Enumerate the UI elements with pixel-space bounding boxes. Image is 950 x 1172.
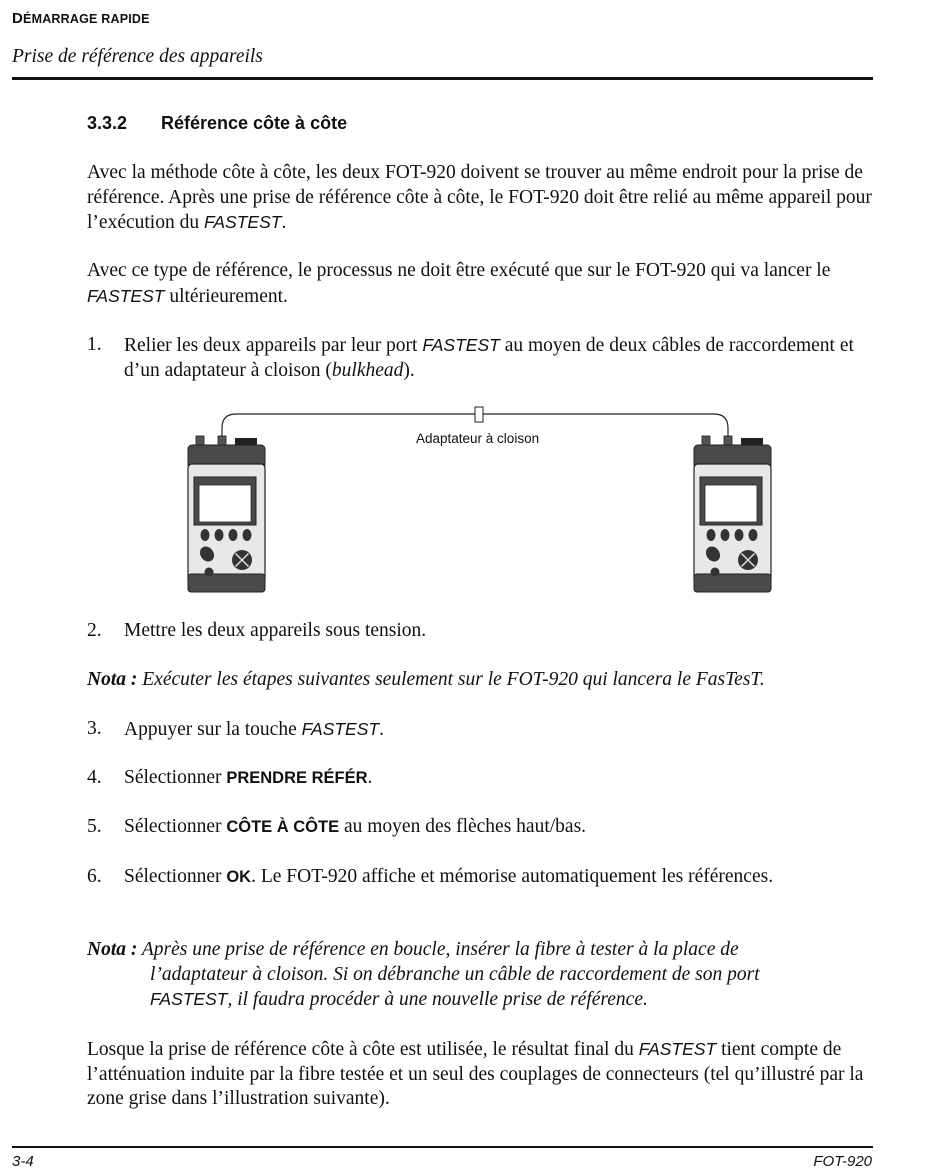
section-number: 3.3.2 bbox=[87, 113, 128, 133]
paragraph-text: Avec la méthode côte à côte, les deux FOT-920 doivent se trouver au même endroit pour la prise de référence. Après une prise de référence côte à côte, le FOT-920 doit être relié au même appareil pour l’exécution du bbox=[87, 162, 872, 233]
step-text bbox=[124, 766, 877, 791]
footer-rule bbox=[12, 1146, 873, 1148]
device-base bbox=[188, 574, 265, 592]
section-title: Référence côte à côte bbox=[161, 113, 348, 133]
device-button bbox=[711, 568, 720, 577]
note-text: l’adaptateur à cloison. Si on débranche un câble de raccordement de son port bbox=[150, 963, 760, 985]
section-heading bbox=[87, 113, 347, 134]
fastest-key: FASTEST bbox=[301, 719, 380, 739]
fastest-term: FASTEST bbox=[638, 1039, 717, 1059]
fastest-term: FASTEST bbox=[150, 989, 228, 1009]
header-section-rest: ÉMARRAGE RAPIDE bbox=[23, 12, 150, 26]
note-text bbox=[150, 987, 887, 1013]
step-text-part: Relier les deux appareils par leur port bbox=[124, 335, 423, 356]
device-button bbox=[721, 529, 730, 541]
paragraph-text: Losque la prise de référence côte à côte est utilisée, le résultat final du bbox=[87, 1039, 639, 1060]
note-label: Nota : bbox=[87, 939, 138, 960]
step-text-part: . Le FOT-920 affiche et mémorise automatiquement les références. bbox=[251, 866, 774, 887]
bulkhead-adapter bbox=[475, 407, 483, 422]
step-text-part: . bbox=[367, 767, 373, 788]
device-button bbox=[201, 529, 210, 541]
device-button bbox=[215, 529, 224, 541]
paragraph-text: tient compte de l’atténuation induite par la fibre testée et un seul des couplages de connecteurs (tel qu’illustré par la zone grise dans l’illustration suivante). bbox=[87, 1039, 864, 1109]
step-text bbox=[124, 717, 877, 743]
device-button bbox=[707, 529, 716, 541]
paragraph-reference-type bbox=[87, 259, 877, 309]
step-4 bbox=[87, 766, 877, 791]
step-2 bbox=[87, 619, 877, 644]
device-button bbox=[229, 529, 238, 541]
step-3 bbox=[87, 717, 877, 743]
paragraph-result bbox=[87, 1037, 882, 1112]
side-by-side-diagram bbox=[185, 398, 775, 598]
paragraph-text: ultérieurement. bbox=[164, 285, 288, 307]
running-header-section bbox=[12, 10, 150, 27]
header-section-initial: D bbox=[12, 10, 24, 27]
paragraph-text: . bbox=[281, 212, 287, 233]
note-1 bbox=[87, 668, 887, 693]
note-text: Après une prise de référence en boucle, insérer la fibre à tester à la place de bbox=[137, 939, 739, 960]
device-button bbox=[749, 529, 758, 541]
step-text-part: Sélectionner bbox=[124, 866, 227, 887]
step-number: 2. bbox=[87, 620, 102, 641]
step-text-part: Appuyer sur la touche bbox=[124, 719, 302, 740]
diagram-svg bbox=[185, 398, 775, 598]
device-button bbox=[205, 568, 214, 577]
header-rule bbox=[12, 77, 873, 80]
device-screen bbox=[199, 485, 251, 522]
step-text-part: Sélectionner bbox=[124, 816, 227, 837]
step-text-part: Sélectionner bbox=[124, 767, 227, 788]
step-text-part: au moyen des flèches haut/bas. bbox=[339, 816, 587, 837]
step-number: 4. bbox=[87, 767, 102, 788]
step-text bbox=[124, 865, 804, 890]
menu-option-prendre-refer: PRENDRE RÉFÉR bbox=[226, 769, 368, 787]
note-2 bbox=[87, 938, 887, 1013]
device-screen bbox=[705, 485, 757, 522]
step-text-part: . bbox=[379, 719, 384, 740]
right-fot-920-device bbox=[694, 436, 771, 592]
note-label: Nota : bbox=[87, 669, 138, 690]
left-fot-920-device bbox=[188, 436, 265, 592]
menu-option-ok: OK bbox=[226, 868, 252, 886]
device-button bbox=[243, 529, 252, 541]
step-number: 6. bbox=[87, 866, 102, 887]
step-text-part: au moyen de deux câbles de raccordement et d’un adaptateur à cloison ( bbox=[124, 335, 854, 381]
page-number: 3-4 bbox=[12, 1153, 34, 1170]
step-6 bbox=[87, 865, 877, 890]
fastest-term: FASTEST bbox=[87, 285, 165, 306]
device-button bbox=[735, 529, 744, 541]
step-number: 3. bbox=[87, 718, 102, 739]
step-text: Mettre les deux appareils sous tension. bbox=[124, 620, 427, 641]
fastest-term: FASTEST bbox=[422, 335, 500, 355]
bulkhead-adapter-label: Adaptateur à cloison bbox=[416, 431, 540, 446]
step-1 bbox=[87, 333, 877, 383]
running-header-subtitle: Prise de référence des appareils bbox=[12, 46, 263, 67]
bulkhead-term: bulkhead bbox=[331, 359, 404, 381]
step-number: 1. bbox=[87, 334, 102, 355]
paragraph-text: Avec ce type de référence, le processus ne doit être exécuté que sur le FOT-920 qui va lancer le bbox=[87, 260, 831, 281]
step-number: 5. bbox=[87, 816, 102, 837]
step-text-part: ). bbox=[403, 359, 415, 381]
step-text bbox=[124, 333, 877, 383]
note-text-part: , il faudra procéder à une nouvelle prise de référence. bbox=[227, 989, 648, 1010]
note-text: Exécuter les étapes suivantes seulement sur le FOT-920 qui lancera le FasTesT. bbox=[137, 669, 765, 690]
step-text bbox=[124, 815, 877, 840]
device-base bbox=[694, 574, 771, 592]
product-name: FOT-920 bbox=[813, 1153, 872, 1170]
step-5 bbox=[87, 815, 877, 840]
fastest-term: FASTEST bbox=[203, 212, 282, 232]
paragraph-intro bbox=[87, 161, 877, 236]
menu-option-cote-a-cote: CÔTE À CÔTE bbox=[226, 818, 340, 836]
